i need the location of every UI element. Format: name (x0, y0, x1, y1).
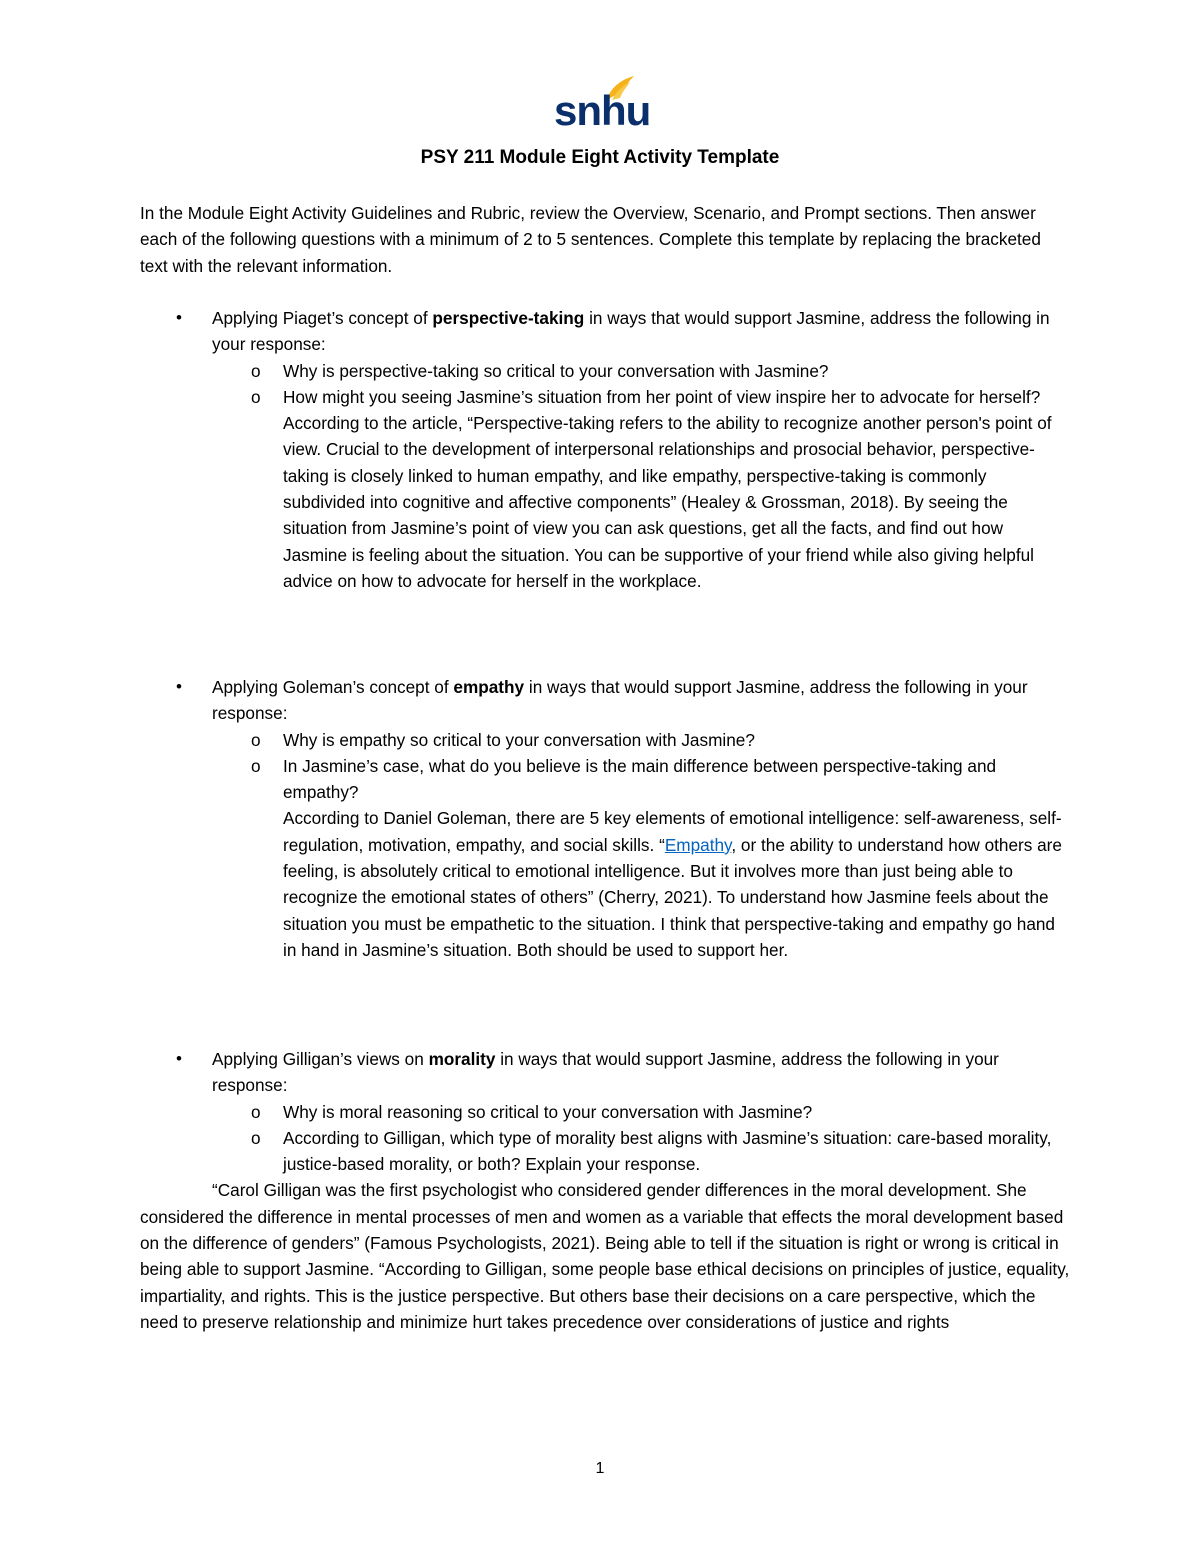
sub-bullet-icon: o (251, 1101, 261, 1122)
section-perspective-taking (140, 305, 1070, 594)
bullet-icon: • (176, 1049, 182, 1068)
sub-list-item (140, 384, 1070, 410)
sub-bullet-icon: o (251, 755, 261, 776)
question-text: Why is perspective-taking so critical to your conversation with Jasmine? (283, 360, 829, 381)
question-text: In Jasmine’s case, what do you believe is the main difference between perspective-taking and empathy? (283, 755, 997, 803)
section-morality (140, 1046, 1070, 1335)
page-number: 1 (595, 1460, 605, 1477)
prompt-post: in ways that would support Jasmine, address the following in your response: (212, 308, 1050, 355)
logo-wordmark: snhu (554, 87, 651, 134)
prompt-pre: Applying Piaget’s concept of (212, 308, 433, 328)
list-item (140, 305, 1070, 358)
question-text: According to Gilligan, which type of morality best aligns with Jasmine’s situation: care-based morality, justice-based morality, or both? Explain your response. (283, 1127, 1052, 1175)
page-title: PSY 211 Module Eight Activity Template (420, 147, 780, 168)
intro-paragraph: In the Module Eight Activity Guidelines and Rubric, review the Overview, Scenario, and Prompt sections. Then answer each of the following questions with a minimum of 2 to 5 sentences. Complete this template by replacing the bracketed text with the relevant information. (140, 203, 1041, 276)
question-text: Why is empathy so critical to your conversation with Jasmine? (283, 729, 755, 750)
prompt-pre: Applying Gilligan’s views on (212, 1049, 429, 1069)
prompt-pre: Applying Goleman’s concept of (212, 677, 454, 697)
answer-pre: According to Daniel Goleman, there are 5 key elements of emotional intelligence: self-awareness, self-regulation, motivation, empathy, and social skills. “ (283, 808, 1062, 855)
answer-text: According to the article, “Perspective-taking refers to the ability to recognize another person's point of view. Crucial to the development of interpersonal relationships and prosocial behavior, perspective-taking is closely linked to human empathy, and like empathy, perspective-taking is commonly subdivided into cognitive and affective components” (Healey & Grossman, 2018). By seeing the situation from Jasmine’s point of view you can ask questions, get all the facts, and find out how Jasmine is feeling about the situation. You can be supportive of your friend while also giving helpful advice on how to advocate for herself in the workplace. (283, 413, 1052, 591)
sub-bullet-icon: o (251, 729, 261, 750)
sub-bullet-icon: o (251, 1127, 261, 1148)
sub-bullet-icon: o (251, 386, 261, 407)
section-empathy (140, 674, 1070, 963)
question-text: Why is moral reasoning so critical to your conversation with Jasmine? (283, 1101, 813, 1122)
sub-list-item (140, 1099, 1070, 1125)
bullet-icon: • (176, 308, 182, 327)
prompt-keyword: empathy (453, 677, 525, 697)
prompt-keyword: perspective-taking (432, 308, 585, 328)
prompt-post: in ways that would support Jasmine, address the following in your response: (212, 677, 1028, 724)
sub-list-item (140, 753, 1070, 806)
sub-list-item (140, 727, 1070, 753)
list-item (140, 674, 1070, 727)
question-text: How might you seeing Jasmine’s situation from her point of view inspire her to advocate for herself? (283, 386, 1041, 407)
list-item (140, 1046, 1070, 1099)
sub-list-item (140, 358, 1070, 384)
answer-text: “Carol Gilligan was the first psychologist who considered gender differences in the moral development. She considered the difference in mental processes of men and women as a variable that effects the moral development based on the difference of genders” (Famous Psychologists, 2021). Being able to tell if the situation is right or wrong is critical in being able to support Jasmine. “According to Gilligan, some people base ethical decisions on principles of justice, equality, impartiality, and rights. This is the justice perspective. But others base their decisions on a care perspective, which the need to preserve relationship and minimize hurt takes precedence over considerations of justice and rights (140, 1180, 1070, 1332)
answer-post: , or the ability to understand how others are feeling, is absolutely critical to emotional intelligence. But it involves more than just being able to recognize the emotional states of others” (Cherry, 2021). To understand how Jasmine feels about the situation you must be empathetic to the situation. I think that perspective-taking and empathy go hand in hand in Jasmine’s situation. Both should be used to support her. (283, 834, 1062, 960)
sub-list-item (140, 1125, 1070, 1178)
empathy-link[interactable]: Empathy (664, 834, 732, 855)
prompt-keyword: morality (428, 1049, 496, 1069)
bullet-icon: • (176, 677, 182, 696)
sub-bullet-icon: o (251, 360, 261, 381)
answer-text (140, 805, 1070, 963)
prompt-post: in ways that would support Jasmine, address the following in your response: (212, 1049, 999, 1096)
snhu-logo (554, 74, 651, 134)
